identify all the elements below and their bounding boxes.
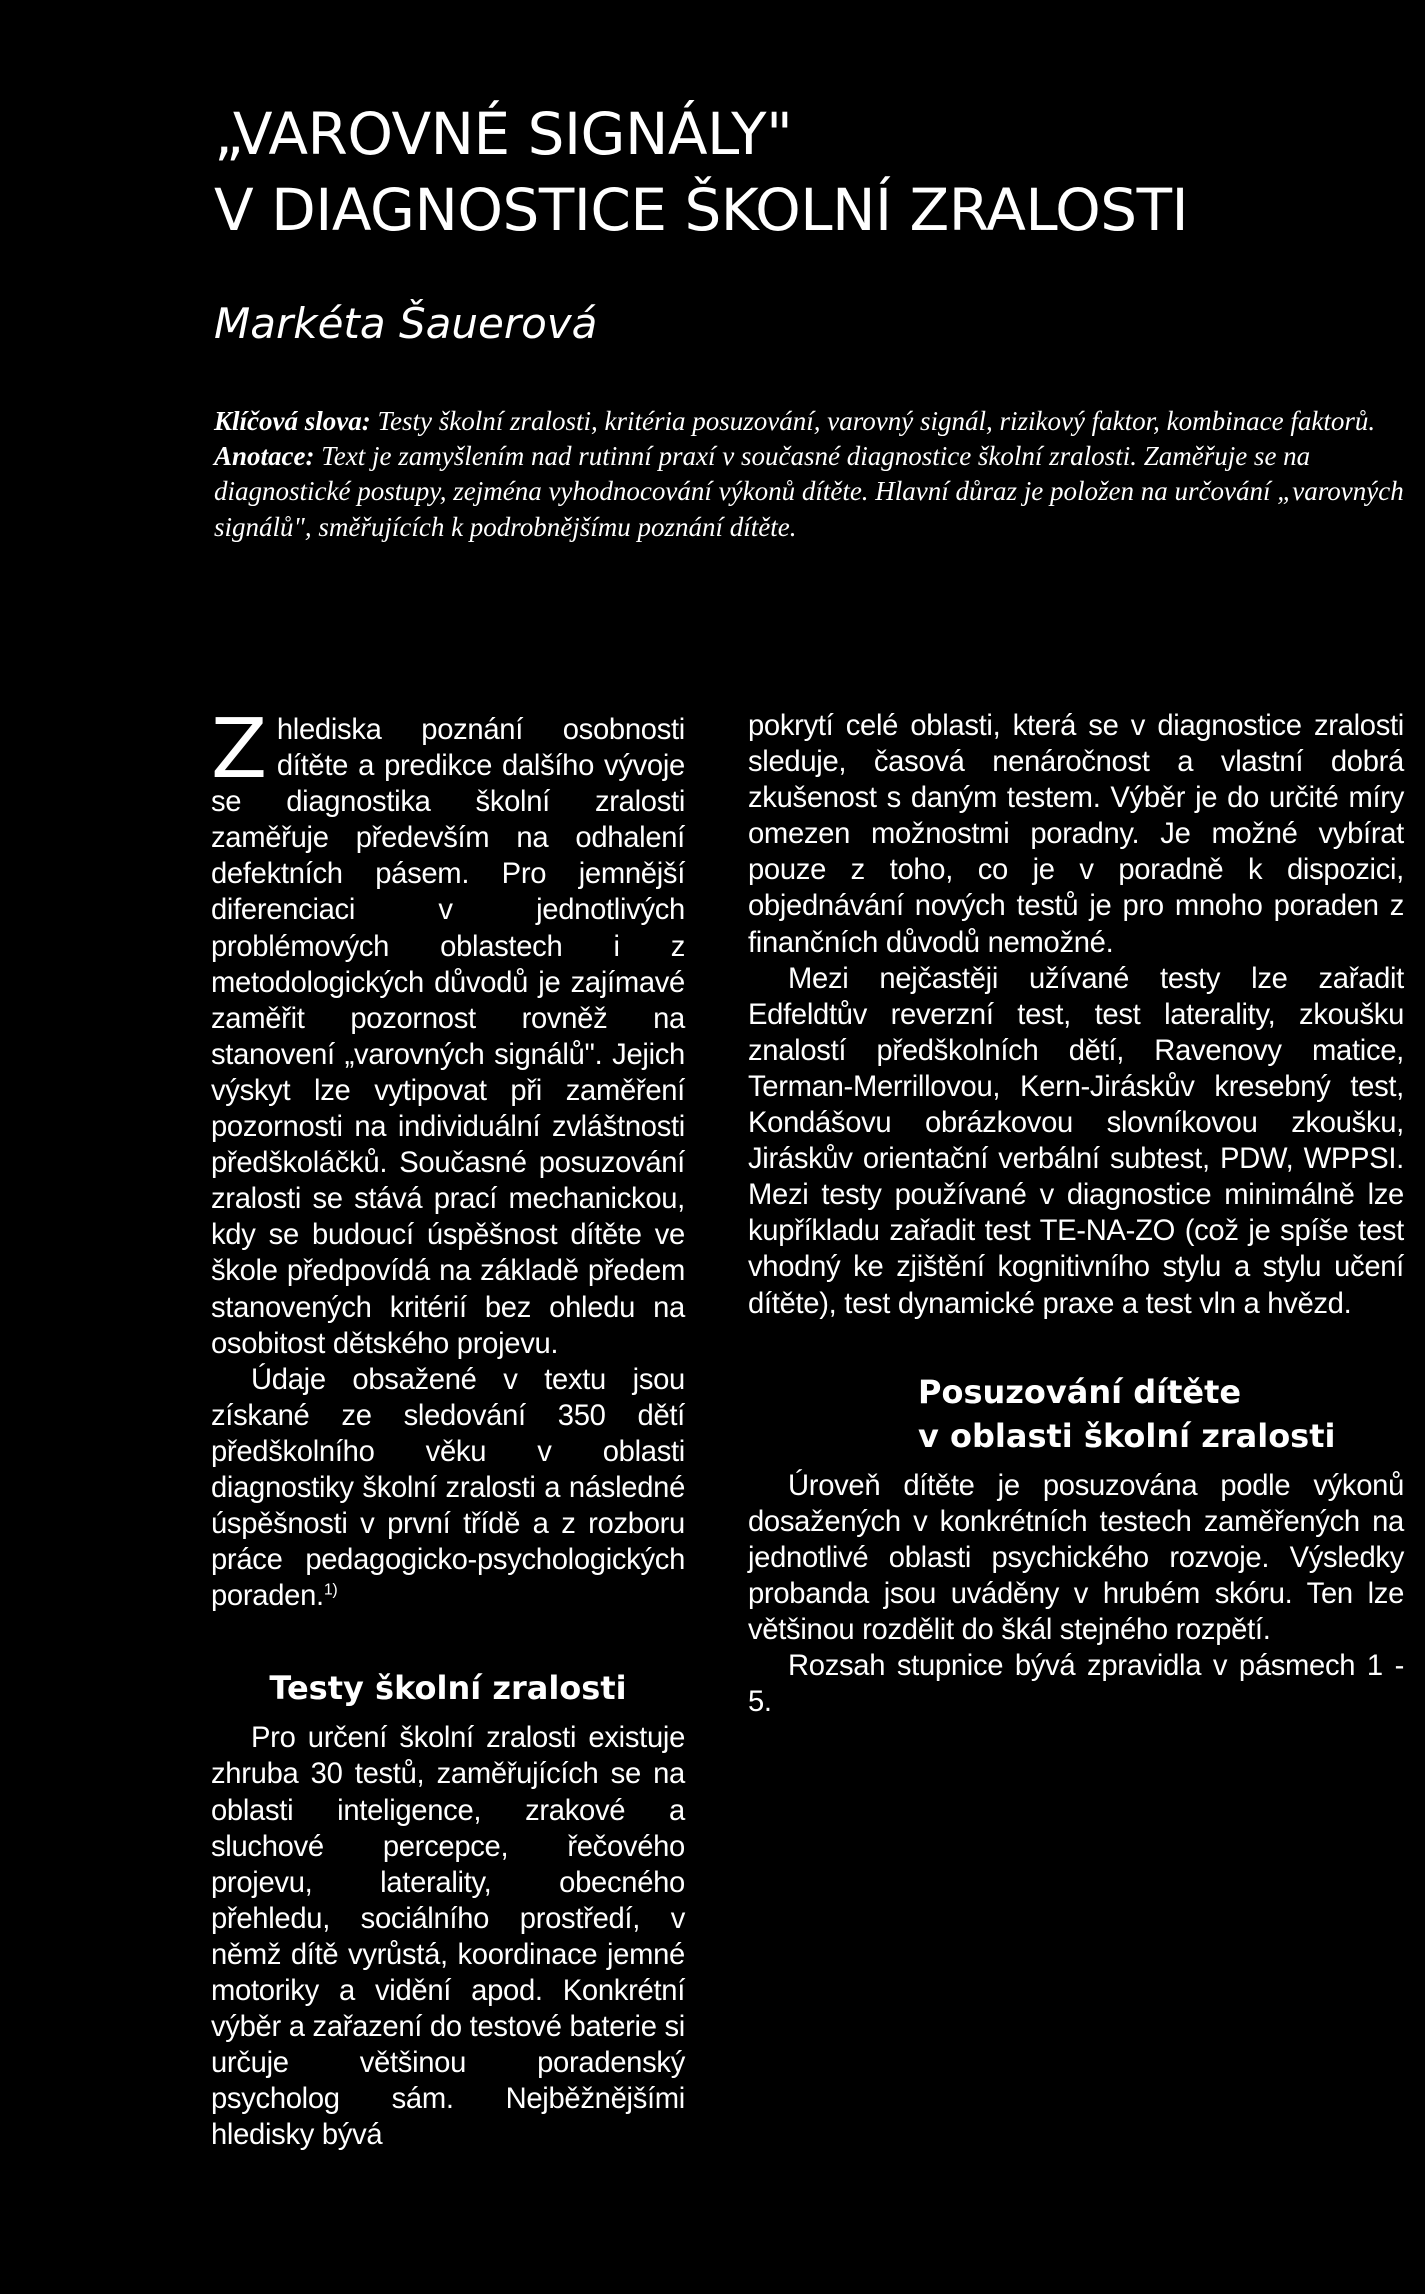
- annotation-label: Anotace:: [214, 441, 315, 472]
- paragraph-assessment: Úroveň dítěte je posuzována podle výkonů dosažených v konkrétních testech zaměřených na jednotlivé oblasti psychického rozvoje. Výsledky probanda jsou uváděny v hrubém skóru. Ten lze většinou rozdělit do škál stejného rozpětí.: [748, 1469, 1404, 1646]
- annotation: [214, 439, 1404, 545]
- paragraph-data-source-text: Údaje obsažené v textu jsou získané ze sledování 350 dětí předškolního věku v oblasti diagnostiky školní zralosti a následné úspěšnosti v první třídě a z rozboru práce pedagogicko-psychologických poraden.: [211, 1363, 685, 1613]
- keywords-label: Klíčová slova:: [214, 406, 371, 436]
- intro-text: hlediska poznání osobnosti dítěte a predikce dalšího vývoje se diagnostika školní zralosti zaměřuje především na odhalení defektních pásem. Pro jemnější diferenciaci v jednotlivých problémových oblastech i z metodologických důvodů je zajímavé zaměřit pozornost rovněž na stanovení „varovných signálů". Jejich výskyt lze vytipovat při zaměření pozornosti na individuální zvláštnosti předškoláčků. Současné posuzování zralosti se stává prací mechanickou, kdy se budoucí úspěšnost dítěte ve škole předpovídá na základě předem stanovených kritérií bez ohledu na osobitost dětského projevu.: [211, 714, 685, 1360]
- keywords: [214, 404, 1404, 439]
- abstract-block: [214, 404, 1404, 545]
- left-column: [211, 702, 685, 2153]
- section-heading-assessment: [918, 1370, 1404, 1458]
- paragraph-data-source: [211, 1362, 685, 1615]
- paragraph-continuation: pokrytí celé oblasti, která se v diagnostice zralosti sleduje, časová nenáročnost a vlastní dobrá zkušenost s daným testem. Výběr je do určité míry omezen možnostmi poradny. Je možné vybírat pouze z toho, co je v poradně k dispozici, objednávání nových testů je pro mnoho poraden z finančních důvodů nemožné.: [748, 710, 1404, 959]
- section-heading-assessment-line-1: Posuzování dítěte: [918, 1372, 1242, 1411]
- paragraph-tests: Pro určení školní zralosti existuje zhruba 30 testů, zaměřujících se na oblasti inteligence, zrakové a sluchové percepce, řečového projevu, laterality, obecného přehledu, sociálního prostředí, v němž dítě vyrůstá, koordinace jemné motoriky a vidění apod. Konkrétní výběr a zařazení do testové baterie si určuje většinou poradenský psycholog sám. Nejběžnějšími hledisky bývá: [211, 1722, 685, 2152]
- author-name: Markéta Šauerová: [214, 299, 598, 348]
- paragraph-test-list: Mezi nejčastěji užívané testy lze zařadit Edfeldtův reverzní test, test laterality, zkoušku znalostí předškolních dětí, Ravenovy matice, Terman-Merrillovou, Kern-Jiráskův kresebný test, Kondášovu obrázkovou slovníkovou zkoušku, Jiráskův orientační verbální subtest, PDW, WPPSI. Mezi testy používané v diagnostice minimálně lze kupříkladu zařadit test TE-NA-ZO (což je spíše test vhodný ke zjištění kognitivního stylu a stylu učení dítěte), test dynamické praxe a test vln a hvězd.: [748, 962, 1404, 1320]
- paragraph-scale: Rozsah stupnice bývá zpravidla v pásmech 1 - 5.: [748, 1650, 1404, 1719]
- footnote-mark: 1): [323, 1581, 338, 1599]
- article-title-line-2: V DIAGNOSTICE ŠKOLNÍ ZRALOSTI: [214, 176, 1189, 244]
- article-title-line-1: „VAROVNÉ SIGNÁLY": [214, 100, 793, 168]
- article-title: [214, 96, 1364, 248]
- section-heading-tests: Testy školní zralosti: [269, 1669, 627, 1708]
- section-heading-assessment-line-2: v oblasti školní zralosti: [918, 1416, 1336, 1455]
- drop-cap: Z: [211, 702, 267, 797]
- annotation-text: Text je zamyšlením nad rutinní praxí v současné diagnostice školní zralosti. Zaměřuje se na diagnostické postupy, zejména vyhodnocování výkonů dítěte. Hlavní důraz je položen na určování „varovných signálů", směřujících k podrobnějšímu poznání dítěte.: [214, 441, 1404, 542]
- intro-paragraph: [211, 702, 685, 1362]
- right-column: [748, 708, 1404, 1720]
- keywords-text: Testy školní zralosti, kritéria posuzování, varovný signál, rizikový faktor, kombinace faktorů.: [370, 406, 1376, 436]
